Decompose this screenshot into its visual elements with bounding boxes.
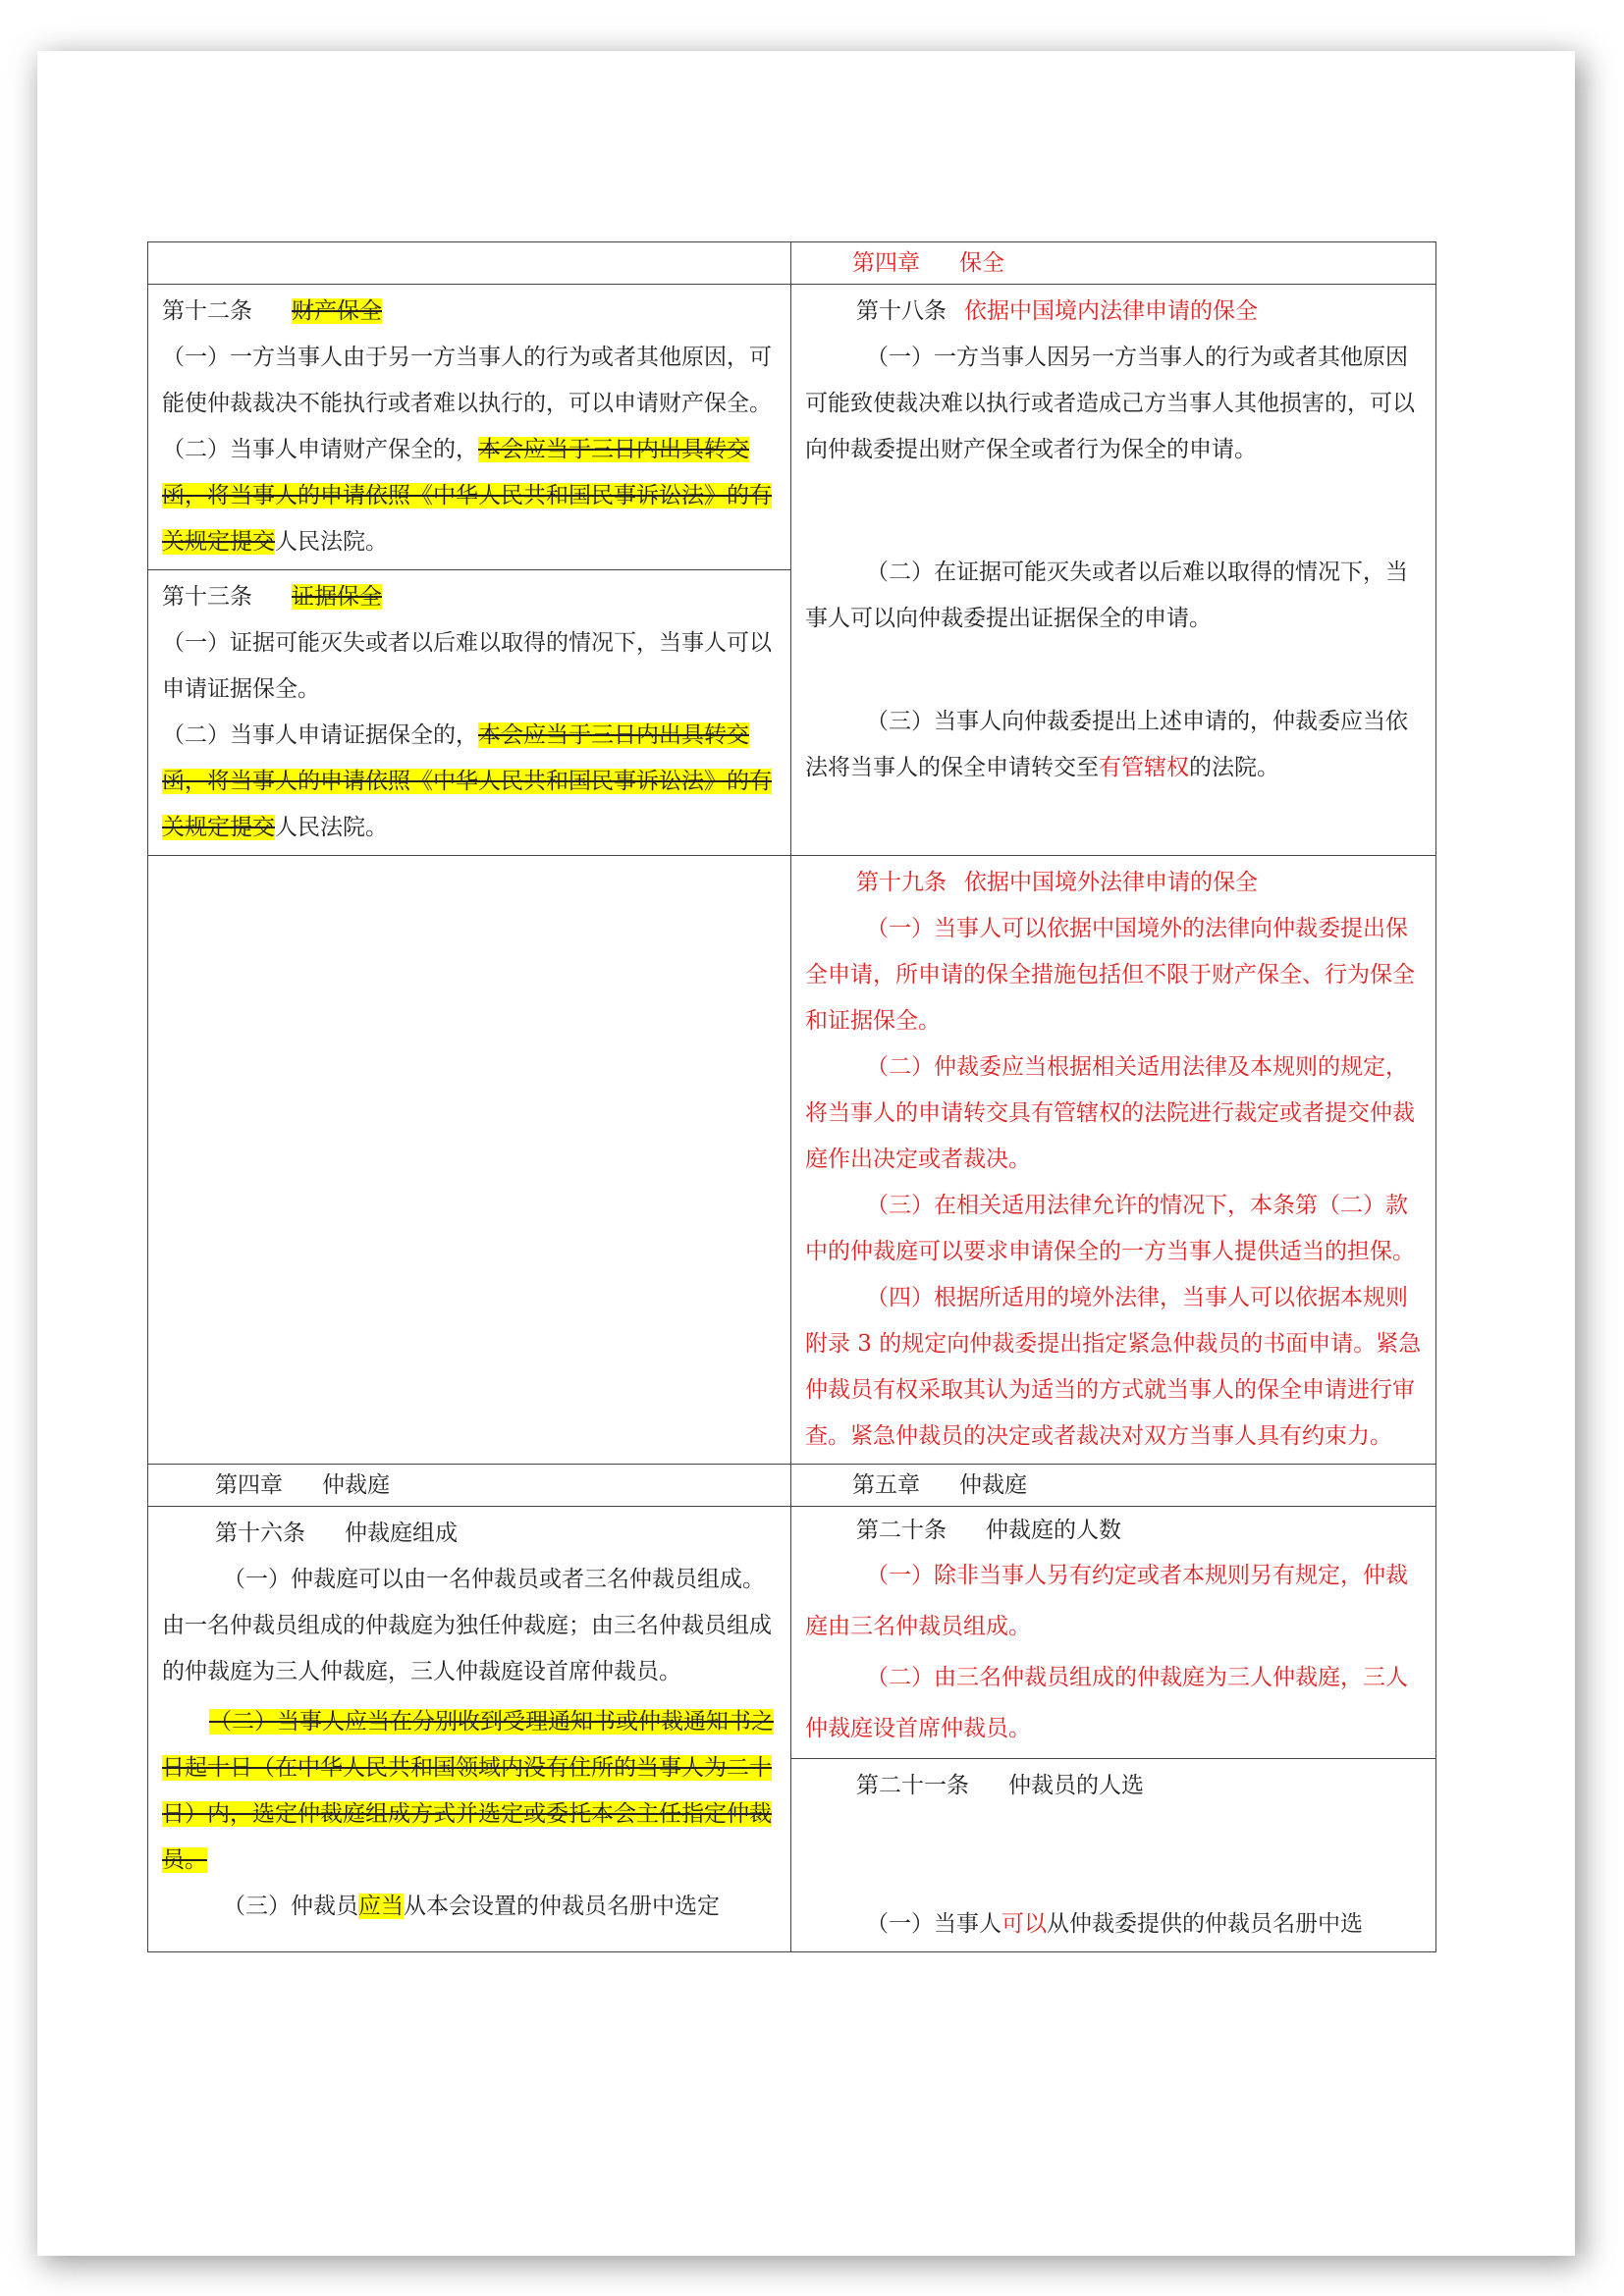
chapter-cell xyxy=(148,1465,791,1507)
chapter-label: 第四章 xyxy=(852,250,920,276)
article-21-title: 仲裁员的人选 xyxy=(1008,1773,1144,1798)
chapter-cell xyxy=(791,242,1436,285)
chapter-title: 仲裁庭 xyxy=(322,1472,390,1498)
article-18-p2: （二）在证据可能灭失或者以后难以取得的情况下，当事人可以向仲裁委提出证据保全的申请。 xyxy=(805,560,1408,631)
table-row xyxy=(148,285,1436,570)
article-13-title: 证据保全 xyxy=(292,584,382,610)
article-13-p1: （一）证据可能灭失或者以后难以取得的情况下，当事人可以申请证据保全。 xyxy=(162,630,772,702)
article-12-p2: （二）当事人申请财产保全的，本会应当于三日内出具转交函，将当事人的申请依照《中华人民共和国民事诉讼法》的有关规定提交人民法院。 xyxy=(162,437,772,555)
article-20-title: 仲裁庭的人数 xyxy=(986,1518,1121,1543)
table-row xyxy=(148,1507,1436,1759)
table-row xyxy=(148,242,1436,285)
deleted-text: 本会应当于三日内出具转交函，将当事人的申请依照《中华人民共和国民事诉讼法》的有关规定提交 xyxy=(162,722,772,840)
article-16-title: 仲裁庭组成 xyxy=(345,1521,458,1546)
article-18-title: 依据中国境内法律申请的保全 xyxy=(964,298,1258,324)
article-16-p3: （三）仲裁员应当从本会设置的仲裁员名册中选定 xyxy=(223,1894,720,1919)
empty-cell xyxy=(148,856,791,1465)
article-19-p1: （一）当事人可以依据中国境外的法律向仲裁委提出保全申请，所申请的保全措施包括但不限于财产保全、行为保全和证据保全。 xyxy=(805,916,1415,1034)
document-page xyxy=(37,51,1575,2256)
article-21-p1: （一）当事人可以从仲裁委提供的仲裁员名册中选 xyxy=(866,1911,1363,1937)
article-16-p2 xyxy=(162,1699,779,1884)
chapter-title: 仲裁庭 xyxy=(959,1472,1027,1498)
chapter-label: 第五章 xyxy=(852,1472,920,1498)
article-12-p1: （一）一方当事人由于另一方当事人的行为或者其他原因，可能使仲裁裁决不能执行或者难以执行的，可以申请财产保全。 xyxy=(162,345,772,416)
deleted-text: 本会应当于三日内出具转交函，将当事人的申请依照《中华人民共和国民事诉讼法》的有关规定提交 xyxy=(162,437,772,555)
article-12-heading: 第十二条 财产保全 xyxy=(162,298,382,324)
article-12-title: 财产保全 xyxy=(292,298,382,324)
article-13-p2: （二）当事人申请证据保全的，本会应当于三日内出具转交函，将当事人的申请依照《中华人民共和国民事诉讼法》的有关规定提交人民法院。 xyxy=(162,722,772,840)
chapter-cell xyxy=(791,1465,1436,1507)
article-19-title: 依据中国境外法律申请的保全 xyxy=(964,870,1258,895)
article-20-p1: （一）除非当事人另有约定或者本规则另有规定，仲裁庭由三名仲裁员组成。 xyxy=(805,1563,1408,1639)
chapter-label: 第四章 xyxy=(215,1472,283,1498)
article-18-heading: 第十八条 依据中国境内法律申请的保全 xyxy=(856,298,1258,324)
article-13-heading: 第十三条 证据保全 xyxy=(162,584,382,610)
empty-cell xyxy=(148,242,791,285)
article-12-cell xyxy=(148,285,791,570)
article-18-cell xyxy=(791,285,1436,856)
article-19-p4: （四）根据所适用的境外法律，当事人可以依据本规则附录 3 的规定向仲裁委提出指定紧急仲裁员的书面申请。紧急仲裁员有权采取其认为适当的方式就当事人的保全申请进行审查。紧急仲裁员的决定或者裁决对双方当事人具有约束力。 xyxy=(805,1285,1422,1449)
table-row xyxy=(148,856,1436,1465)
article-19-p3: （三）在相关适用法律允许的情况下，本条第（二）款中的仲裁庭可以要求申请保全的一方当事人提供适当的担保。 xyxy=(805,1193,1415,1264)
article-16-heading: 第十六条 仲裁庭组成 xyxy=(215,1521,458,1546)
article-19-cell xyxy=(791,856,1436,1465)
may-text: 可以 xyxy=(1001,1911,1047,1937)
article-19-p2: （二）仲裁委应当根据相关适用法律及本规则的规定，将当事人的申请转交具有管辖权的法院进行裁定或者提交仲裁庭作出决定或者裁决。 xyxy=(805,1054,1415,1172)
article-18-p3: （三）当事人向仲裁委提出上述申请的，仲裁委应当依法将当事人的保全申请转交至有管辖权的法院。 xyxy=(805,709,1408,780)
deleted-text: （二）当事人应当在分别收到受理通知书或仲裁通知书之日起十日（在中华人民共和国领域内没有住所的当事人为二十日）内，选定仲裁庭组成方式并选定或委托本会主任指定仲裁员。 xyxy=(162,1709,774,1873)
article-16-p1: （一）仲裁庭可以由一名仲裁员或者三名仲裁员组成。由一名仲裁员组成的仲裁庭为独任仲裁庭；由三名仲裁员组成的仲裁庭为三人仲裁庭，三人仲裁庭设首席仲裁员。 xyxy=(162,1567,772,1684)
article-13-cell xyxy=(148,570,791,856)
jurisdiction-text: 有管辖权 xyxy=(1099,755,1189,780)
article-21-heading: 第二十一条 仲裁员的人选 xyxy=(856,1773,1144,1798)
article-21-cell xyxy=(791,1759,1436,1952)
table-row xyxy=(148,1465,1436,1507)
comparison-table xyxy=(147,241,1436,1952)
article-18-p1: （一）一方当事人因另一方当事人的行为或者其他原因可能致使裁决难以执行或者造成己方当事人其他损害的，可以向仲裁委提出财产保全或者行为保全的申请。 xyxy=(805,345,1415,462)
chapter-title: 保全 xyxy=(959,250,1004,276)
article-16-cell xyxy=(148,1507,791,1952)
article-20-cell xyxy=(791,1507,1436,1759)
article-19-heading: 第十九条 依据中国境外法律申请的保全 xyxy=(856,870,1258,895)
highlighted-text: 应当 xyxy=(358,1894,404,1919)
article-20-heading: 第二十条 仲裁庭的人数 xyxy=(856,1518,1121,1543)
article-20-p2: （二）由三名仲裁员组成的仲裁庭为三人仲裁庭，三人仲裁庭设首席仲裁员。 xyxy=(805,1665,1408,1741)
